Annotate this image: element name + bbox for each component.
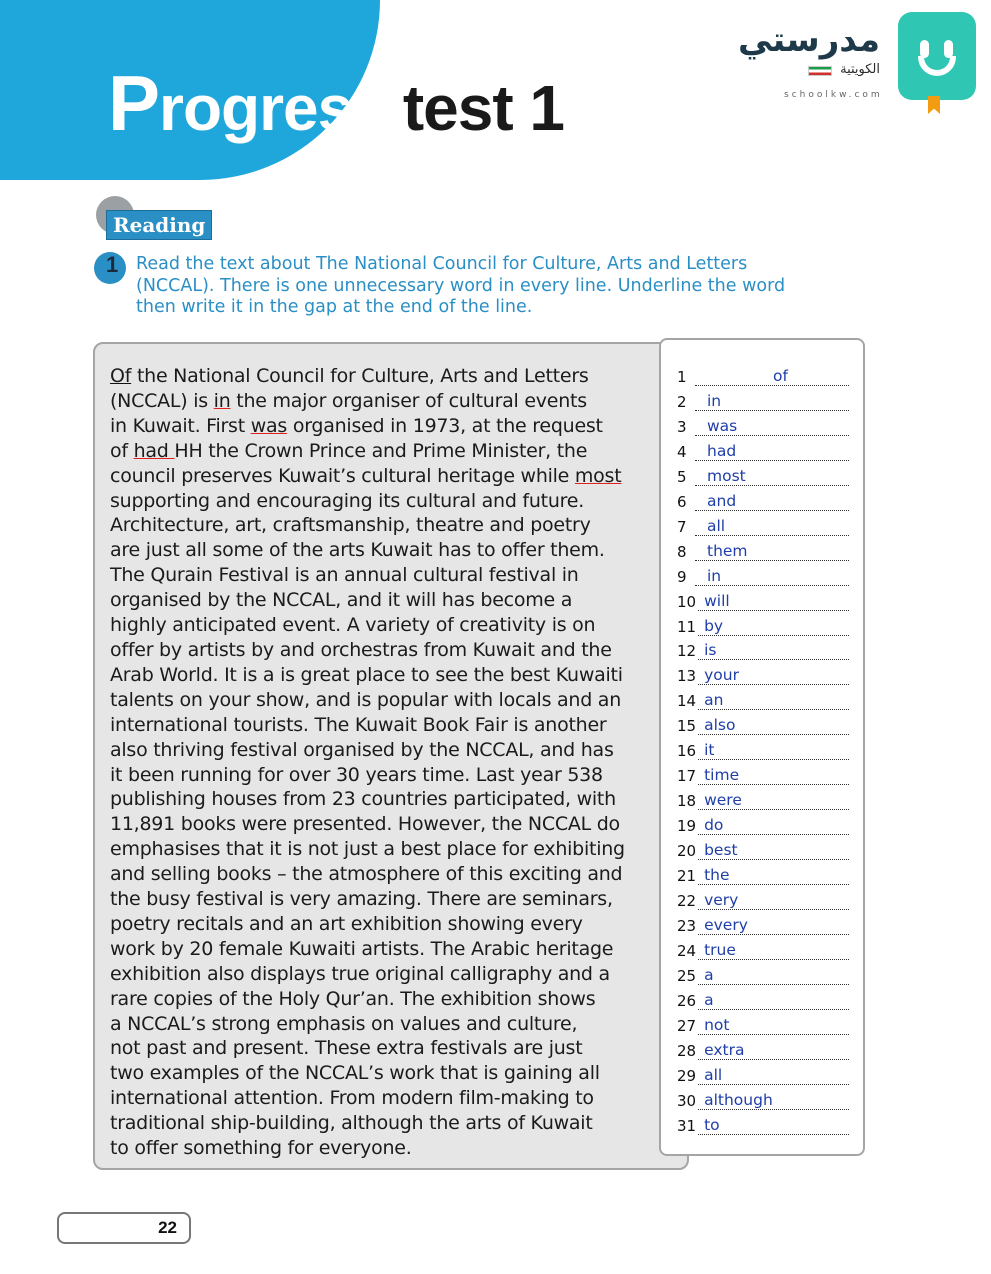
answer-word: to bbox=[704, 1115, 720, 1134]
answer-number: 2 bbox=[677, 392, 687, 411]
answer-gap[interactable] bbox=[698, 642, 849, 660]
passage-line bbox=[110, 1012, 685, 1037]
passage-line bbox=[110, 937, 685, 962]
passage-line-text: a NCCAL’s strong emphasis on values and culture, bbox=[110, 1012, 578, 1035]
answer-number: 31 bbox=[677, 1116, 697, 1135]
answer-gap[interactable] bbox=[698, 792, 849, 810]
answer-word: by bbox=[704, 616, 724, 635]
answer-word: and bbox=[707, 491, 737, 510]
answer-number: 24 bbox=[677, 941, 697, 960]
answer-word: extra bbox=[704, 1040, 745, 1059]
answer-number: 11 bbox=[677, 617, 697, 636]
passage-line-text: exhibition also displays true original calligraphy and a bbox=[110, 962, 610, 985]
answer-gap[interactable] bbox=[695, 443, 849, 461]
passage-line bbox=[110, 389, 685, 414]
passage-line-text: are just all some of the arts Kuwait has to offer them. bbox=[110, 539, 605, 562]
passage-line-text: rare copies of the Holy Qur’an. The exhibition shows bbox=[110, 987, 596, 1010]
answer-number: 30 bbox=[677, 1091, 697, 1110]
answer-word: every bbox=[704, 915, 748, 934]
passage-line-text: the busy festival is very amazing. There are seminars, bbox=[110, 888, 613, 911]
passage-line-text: The Qurain Festival is an annual cultural festival in bbox=[110, 564, 579, 587]
passage-line bbox=[110, 738, 685, 763]
answer-row bbox=[677, 464, 849, 486]
answer-row bbox=[677, 863, 849, 885]
page-title bbox=[108, 58, 564, 149]
exercise-number: 1 bbox=[106, 252, 119, 277]
underlined-word: Of bbox=[110, 365, 132, 387]
passage-line-text: in Kuwait. First bbox=[110, 414, 251, 437]
answer-word: an bbox=[704, 691, 724, 710]
logo-brand-text: مدرستي bbox=[738, 20, 880, 60]
passage-line-text: organised in 1973, at the request bbox=[287, 414, 603, 437]
underlined-word: in bbox=[213, 389, 231, 412]
answer-number: 6 bbox=[677, 492, 687, 511]
answer-gap[interactable] bbox=[698, 767, 849, 785]
answer-number: 8 bbox=[677, 542, 687, 561]
answer-row bbox=[677, 713, 849, 735]
passage-line-text: 11,891 books were presented. However, the NCCAL do bbox=[110, 813, 620, 836]
answer-number: 14 bbox=[677, 692, 697, 711]
answer-word: in bbox=[707, 391, 722, 410]
answer-number: 10 bbox=[677, 592, 697, 611]
passage-line bbox=[110, 414, 685, 439]
title-rest: rogress bbox=[159, 72, 387, 144]
answer-gap[interactable] bbox=[698, 992, 849, 1010]
passage-line-text: the National Council for Culture, Arts and Letters bbox=[131, 365, 589, 387]
brand-logo bbox=[738, 12, 980, 112]
answer-number: 7 bbox=[677, 517, 687, 536]
passage-line bbox=[110, 464, 685, 489]
answer-gap[interactable] bbox=[698, 593, 849, 611]
passage-line-text: of bbox=[110, 439, 134, 462]
answer-row bbox=[677, 788, 849, 810]
answer-number: 19 bbox=[677, 817, 697, 836]
passage-line bbox=[110, 613, 685, 638]
answer-number: 29 bbox=[677, 1066, 697, 1085]
answer-number: 17 bbox=[677, 767, 697, 786]
answer-number: 20 bbox=[677, 842, 697, 861]
page-number: 22 bbox=[158, 1218, 177, 1237]
answer-gap[interactable] bbox=[698, 618, 849, 636]
answer-number: 25 bbox=[677, 966, 697, 985]
answer-word: were bbox=[704, 791, 742, 810]
passage-line-text: it been running for over 30 years time. Last year 538 bbox=[110, 763, 603, 786]
title-progress bbox=[108, 58, 387, 149]
passage-line bbox=[110, 763, 685, 788]
answer-number: 9 bbox=[677, 567, 687, 586]
passage-line bbox=[110, 1111, 685, 1136]
passage-line bbox=[110, 538, 685, 563]
answer-gap[interactable] bbox=[695, 543, 849, 561]
answer-row bbox=[677, 564, 849, 586]
answer-word: all bbox=[704, 1065, 723, 1084]
passage-line-text: highly anticipated event. A variety of creativity is on bbox=[110, 614, 596, 637]
answer-number: 28 bbox=[677, 1041, 697, 1060]
passage-line-text: (NCCAL) is bbox=[110, 389, 214, 412]
answer-row bbox=[677, 938, 849, 960]
answer-box bbox=[659, 338, 865, 1156]
answer-word: a bbox=[704, 990, 714, 1009]
passage-line-text: and selling books – the atmosphere of this exciting and bbox=[110, 863, 623, 886]
passage-line-text: also thriving festival organised by the NCCAL, and has bbox=[110, 738, 614, 761]
answer-word: your bbox=[704, 666, 739, 685]
answer-row bbox=[677, 489, 849, 511]
answer-gap[interactable] bbox=[698, 1042, 849, 1060]
answer-row bbox=[677, 614, 849, 636]
answer-gap[interactable] bbox=[695, 518, 849, 536]
passage-line bbox=[110, 862, 685, 887]
answer-gap[interactable] bbox=[698, 1017, 849, 1035]
answer-gap[interactable] bbox=[695, 493, 849, 511]
answer-gap[interactable] bbox=[698, 817, 849, 835]
passage-line bbox=[110, 1086, 685, 1111]
answer-gap[interactable] bbox=[698, 742, 849, 760]
passage-line-text: organised by the NCCAL, and it will has become a bbox=[110, 589, 573, 612]
passage-line bbox=[110, 887, 685, 912]
passage-line-text: to offer something for everyone. bbox=[110, 1137, 412, 1160]
answer-number: 18 bbox=[677, 792, 697, 811]
answer-word: the bbox=[704, 866, 730, 884]
smile-logo-icon bbox=[898, 12, 976, 100]
answer-word: was bbox=[707, 416, 738, 435]
answer-row bbox=[677, 589, 849, 611]
answer-word: time bbox=[704, 766, 740, 785]
answer-word: all bbox=[707, 516, 726, 535]
answer-gap[interactable] bbox=[698, 917, 849, 935]
passage-line-text: two examples of the NCCAL’s work that is gaining all bbox=[110, 1062, 600, 1085]
answer-row bbox=[677, 1088, 849, 1110]
answer-gap[interactable] bbox=[698, 842, 849, 860]
answer-word: although bbox=[704, 1090, 773, 1109]
answer-gap[interactable] bbox=[698, 1092, 849, 1110]
passage-line-text: work by 20 female Kuwaiti artists. The Arabic heritage bbox=[110, 937, 614, 960]
passage-line bbox=[110, 812, 685, 837]
passage-line bbox=[110, 364, 685, 389]
answer-row bbox=[677, 963, 849, 985]
passage-line-text: publishing houses from 23 countries participated, with bbox=[110, 788, 616, 811]
answer-row bbox=[677, 838, 849, 860]
answer-row bbox=[677, 389, 849, 411]
answer-number: 3 bbox=[677, 417, 687, 436]
answer-row bbox=[677, 688, 849, 710]
answer-row bbox=[677, 1038, 849, 1060]
passage-line-text: Arab World. It is a is great place to see the best Kuwaiti bbox=[110, 663, 623, 686]
answer-row bbox=[677, 439, 849, 461]
passage-line-text: international attention. From modern film-making to bbox=[110, 1087, 594, 1110]
answer-row bbox=[677, 1113, 849, 1135]
passage-line bbox=[110, 1136, 685, 1161]
passage-line bbox=[110, 713, 685, 738]
answer-word: is bbox=[704, 641, 717, 660]
passage-box bbox=[93, 342, 689, 1170]
passage-line bbox=[110, 1061, 685, 1086]
passage-line bbox=[110, 563, 685, 588]
answer-number: 23 bbox=[677, 916, 697, 935]
passage-line bbox=[110, 588, 685, 613]
answer-gap[interactable] bbox=[695, 368, 849, 386]
passage-line-text: council preserves Kuwait’s cultural heritage while bbox=[110, 464, 575, 487]
passage-line-text: the major organiser of cultural events bbox=[230, 389, 587, 412]
answer-gap[interactable] bbox=[698, 892, 849, 910]
answer-word: it bbox=[704, 741, 715, 760]
answer-row bbox=[677, 663, 849, 685]
passage-text bbox=[110, 364, 685, 1161]
answer-row bbox=[677, 539, 849, 561]
answer-number: 26 bbox=[677, 991, 697, 1010]
answer-gap[interactable] bbox=[695, 418, 849, 436]
answer-gap[interactable] bbox=[698, 867, 849, 885]
answer-word: them bbox=[707, 541, 748, 560]
underlined-word: most bbox=[574, 464, 622, 487]
answer-number: 1 bbox=[677, 368, 687, 386]
answer-row bbox=[677, 514, 849, 536]
answer-row bbox=[677, 913, 849, 935]
answer-number: 16 bbox=[677, 742, 697, 761]
page-number-box bbox=[57, 1212, 191, 1244]
exercise-instruction: Read the text about The National Council for Culture, Arts and Letters (NCCAL). There is one unnecessary word in every line. Underline the word then write it in the gap at the end of the line. bbox=[136, 254, 786, 317]
answer-row bbox=[677, 738, 849, 760]
kuwait-flag-icon bbox=[808, 66, 832, 76]
answer-row bbox=[677, 1013, 849, 1035]
answer-word: also bbox=[704, 716, 736, 735]
answer-number: 27 bbox=[677, 1016, 697, 1035]
answer-number: 21 bbox=[677, 867, 697, 885]
answer-number: 5 bbox=[677, 467, 687, 486]
passage-line-text: offer by artists by and orchestras from Kuwait and the bbox=[110, 638, 612, 661]
passage-line bbox=[110, 962, 685, 987]
answer-word: a bbox=[704, 965, 714, 984]
answer-word: of bbox=[773, 367, 788, 385]
answer-number: 12 bbox=[677, 642, 697, 661]
passage-line-text: traditional ship-building, although the arts of Kuwait bbox=[110, 1112, 593, 1135]
answer-row bbox=[677, 414, 849, 436]
section-label: Reading bbox=[106, 210, 212, 240]
answer-row bbox=[677, 1063, 849, 1085]
answer-gap[interactable] bbox=[698, 1117, 849, 1135]
answer-word: true bbox=[704, 940, 736, 959]
answer-row bbox=[677, 813, 849, 835]
passage-line-text: talents on your show, and is popular with locals and an bbox=[110, 688, 621, 711]
logo-url: schoolkw.com bbox=[784, 90, 883, 100]
passage-line bbox=[110, 439, 685, 464]
answer-gap[interactable] bbox=[695, 468, 849, 486]
title-first-letter: P bbox=[108, 59, 160, 147]
passage-line-text: not past and present. These extra festivals are just bbox=[110, 1037, 583, 1060]
passage-line bbox=[110, 688, 685, 713]
answer-gap[interactable] bbox=[695, 568, 849, 586]
answer-word: most bbox=[707, 466, 746, 485]
answer-word: will bbox=[704, 591, 730, 610]
passage-line bbox=[110, 987, 685, 1012]
passage-line-text: poetry recitals and an art exhibition showing every bbox=[110, 912, 583, 935]
passage-line-text: international tourists. The Kuwait Book Fair is another bbox=[110, 713, 607, 736]
answer-row bbox=[677, 888, 849, 910]
answer-word: had bbox=[707, 441, 737, 460]
answer-gap[interactable] bbox=[698, 1067, 849, 1085]
answer-gap[interactable] bbox=[698, 967, 849, 985]
answer-gap[interactable] bbox=[695, 393, 849, 411]
underlined-word: was bbox=[250, 414, 288, 437]
passage-line-text: Architecture, art, craftsmanship, theatre and poetry bbox=[110, 514, 591, 537]
passage-line bbox=[110, 837, 685, 862]
passage-line bbox=[110, 663, 685, 688]
answer-gap[interactable] bbox=[698, 717, 849, 735]
answer-number: 13 bbox=[677, 667, 697, 686]
passage-line-text: emphasises that it is not just a best place for exhibiting bbox=[110, 838, 625, 861]
answer-gap[interactable] bbox=[698, 667, 849, 685]
logo-subtitle: الكويتية bbox=[840, 62, 880, 77]
answer-word: not bbox=[704, 1015, 730, 1034]
passage-line bbox=[110, 787, 685, 812]
title-test: test 1 bbox=[402, 72, 564, 144]
answer-number: 15 bbox=[677, 717, 697, 736]
answer-number: 22 bbox=[677, 891, 697, 910]
answer-row bbox=[677, 638, 849, 660]
answer-row bbox=[677, 763, 849, 785]
passage-line-text: HH the Crown Prince and Prime Minister, the bbox=[174, 439, 588, 462]
passage-line bbox=[110, 912, 685, 937]
passage-line bbox=[110, 638, 685, 663]
answer-gap[interactable] bbox=[698, 692, 849, 710]
answer-number: 4 bbox=[677, 442, 687, 461]
passage-line bbox=[110, 1036, 685, 1061]
answer-row bbox=[677, 364, 849, 386]
answer-word: best bbox=[704, 841, 738, 860]
passage-line bbox=[110, 513, 685, 538]
passage-line-text: supporting and encouraging its cultural and future. bbox=[110, 489, 585, 512]
underlined-word: had bbox=[133, 439, 175, 462]
answer-gap[interactable] bbox=[698, 942, 849, 960]
passage-line bbox=[110, 489, 685, 514]
answer-word: do bbox=[704, 816, 724, 835]
answer-word: in bbox=[707, 566, 722, 585]
answer-row bbox=[677, 988, 849, 1010]
answer-word: very bbox=[704, 890, 739, 909]
